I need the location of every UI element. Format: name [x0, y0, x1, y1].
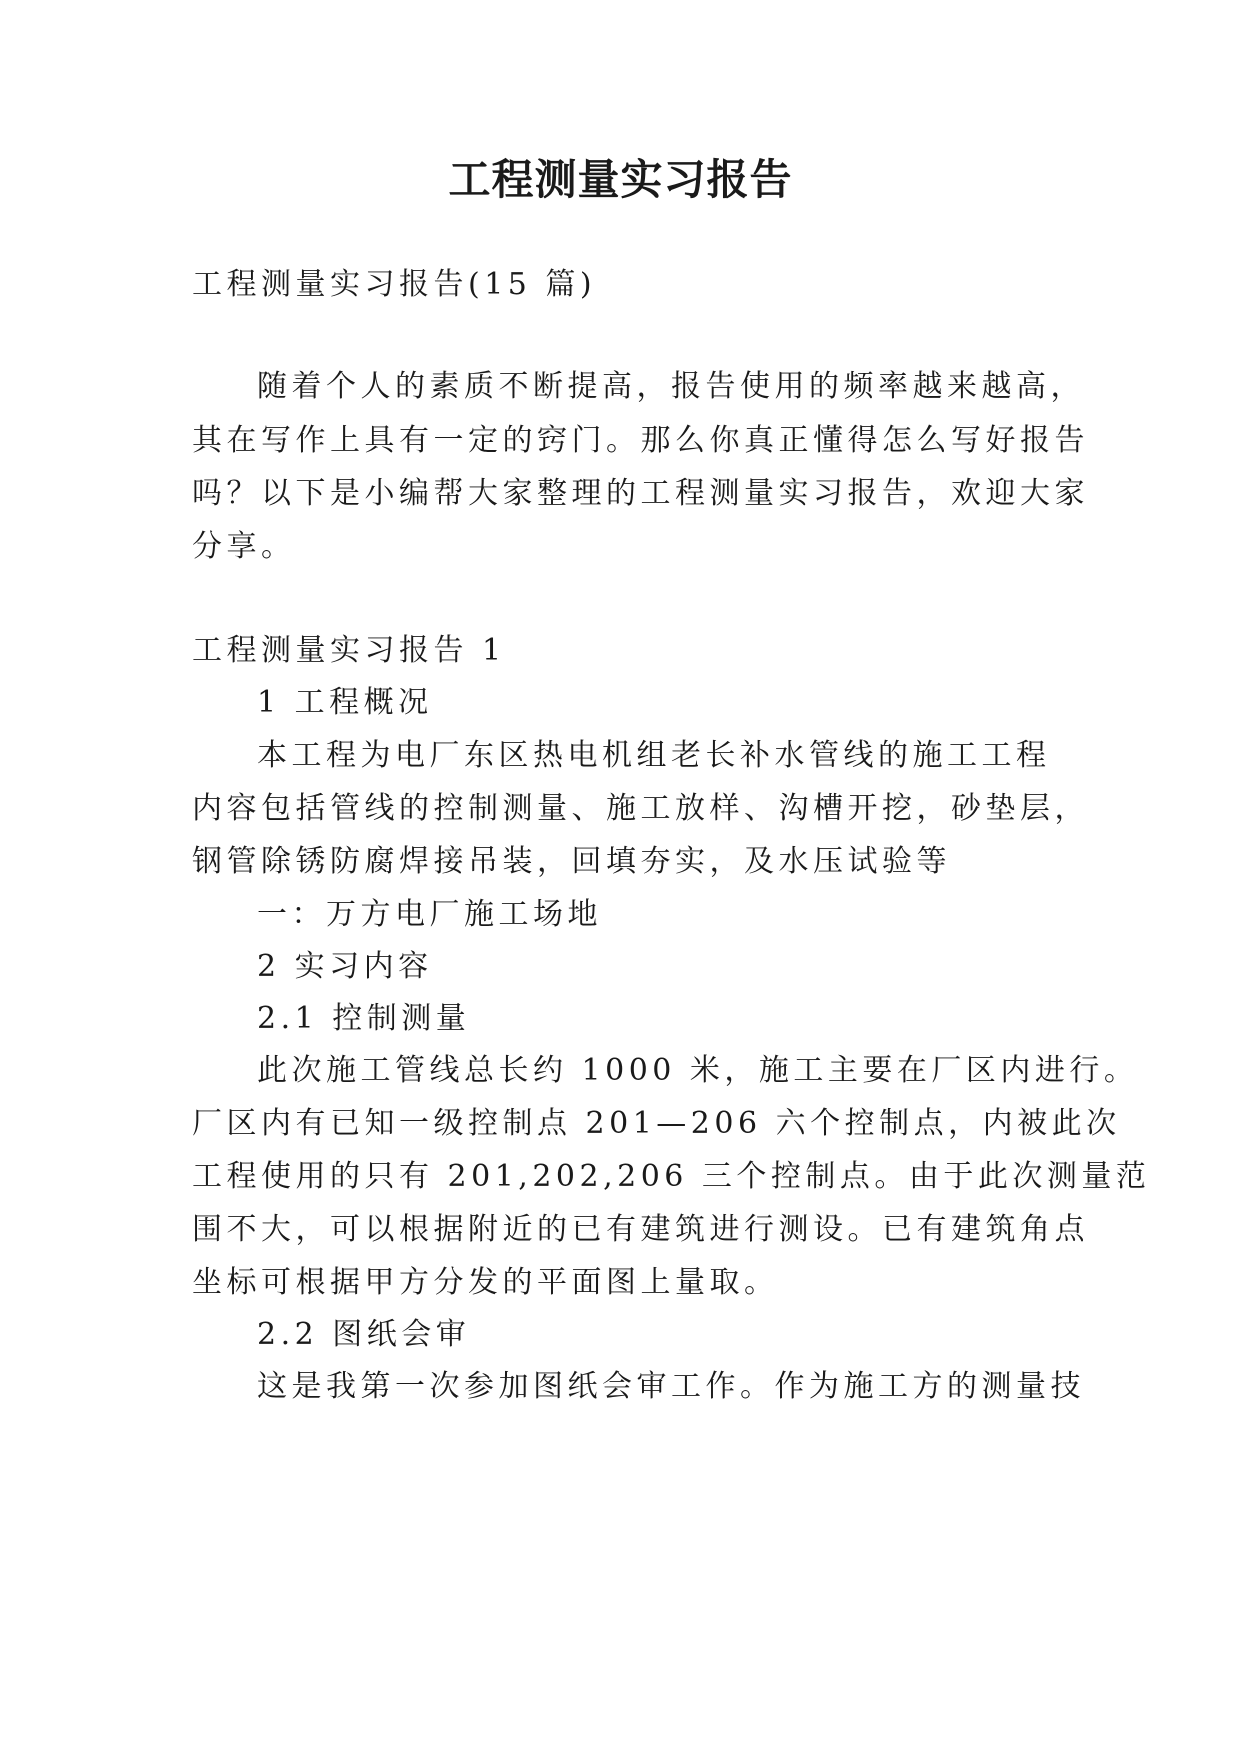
intro-line: 其在写作上具有一定的窍门。那么你真正懂得怎么写好报告 [192, 423, 1089, 458]
control-line: 此次施工管线总长约 1000 米，施工主要在厂区内进行。 [257, 1053, 1139, 1088]
intro-line: 随着个人的素质不断提高，报告使用的频率越来越高， [257, 369, 1085, 404]
content-heading: 2 实习内容 [257, 949, 433, 984]
site-line: 一：万方电厂施工场地 [257, 897, 602, 932]
intro-line: 分享。 [192, 529, 296, 564]
review-heading: 2.2 图纸会审 [257, 1317, 471, 1352]
intro-line: 吗？以下是小编帮大家整理的工程测量实习报告，欢迎大家 [192, 476, 1089, 511]
control-line: 工程使用的只有 201,202,206 三个控制点。由于此次测量范 [192, 1159, 1151, 1194]
control-heading: 2.1 控制测量 [257, 1001, 471, 1036]
document-subtitle: 工程测量实习报告(15 篇) [192, 267, 597, 302]
overview-heading: 1 工程概况 [257, 685, 433, 720]
control-line: 围不大，可以根据附近的已有建筑进行测设。已有建筑角点 [192, 1212, 1089, 1247]
overview-line: 内容包括管线的控制测量、施工放样、沟槽开挖，砂垫层， [192, 791, 1089, 826]
document-title: 工程测量实习报告 [448, 155, 793, 204]
control-line: 坐标可根据甲方分发的平面图上量取。 [192, 1265, 779, 1300]
review-line: 这是我第一次参加图纸会审工作。作为施工方的测量技 [257, 1369, 1085, 1404]
control-line: 厂区内有已知一级控制点 201—206 六个控制点，内被此次 [192, 1106, 1121, 1141]
overview-line: 钢管除锈防腐焊接吊装，回填夯实，及水压试验等 [192, 844, 951, 879]
section-heading: 工程测量实习报告 1 [192, 633, 506, 668]
overview-line: 本工程为电厂东区热电机组老长补水管线的施工工程 [257, 738, 1051, 773]
